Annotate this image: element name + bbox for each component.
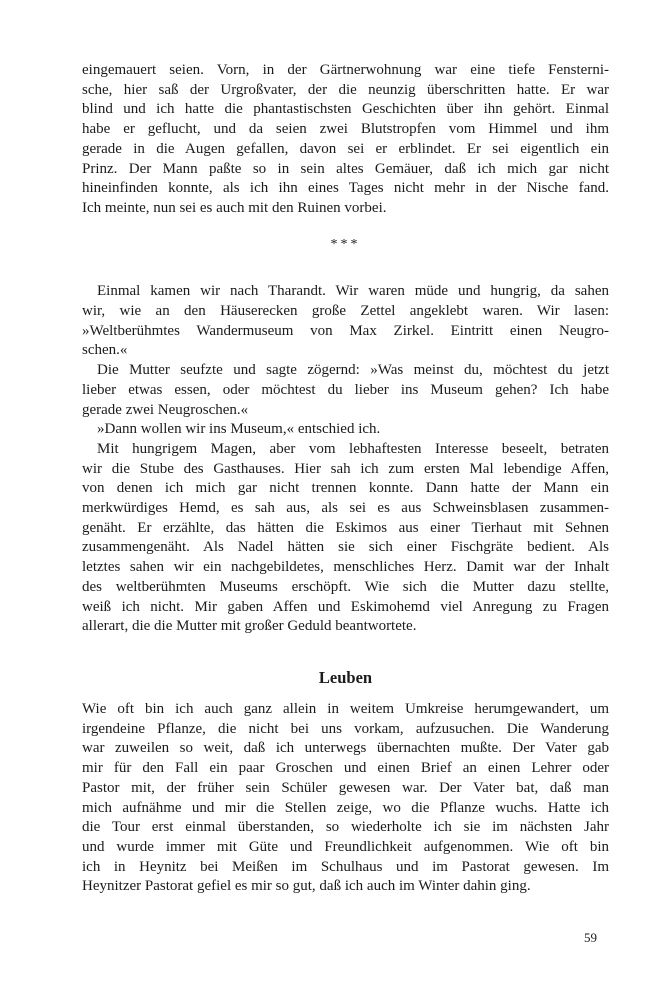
section-separator: *** xyxy=(330,236,361,252)
text-line: Wie oft bin ich auch ganz allein in weitem Umkreise herumgewandert, um xyxy=(82,700,609,717)
text-line: die Tour erst einmal überstanden, so wiederholte ich sie im nächsten Jahr xyxy=(82,819,609,836)
text-line: letztes sahen wir ein nachgebildetes, menschliches Herz. Damit war der Inhalt xyxy=(82,559,609,576)
text-line: war zuweilen so weit, daß ich unterwegs übernachten mußte. Der Vater gab xyxy=(82,740,609,757)
text-line: gerade in die Augen gefallen, davon sei er erblindet. Er sei eigentlich ein xyxy=(82,140,609,157)
text-line: Prinz. Der Mann paßte so in sein altes Gemäuer, daß ich mich gar nicht xyxy=(82,160,609,177)
text-line: Mit hungrigem Magen, aber vom lebhaftesten Interesse beseelt, betraten xyxy=(97,440,609,457)
paragraph xyxy=(82,361,609,420)
text-line: von denen ich mich gar nicht trennen konnte. Dann hatte der Mann ein xyxy=(82,480,609,497)
text-line: zusammengenäht. Als Nadel hätten sie sich einer Fischgräte bedient. Als xyxy=(82,539,609,556)
text-line: Heynitzer Pastorat gefiel es mir so gut, daß ich auch im Winter dahin ging. xyxy=(82,878,531,895)
paragraph xyxy=(82,440,609,637)
text-line: wir, wie an den Häuserecken große Zettel angeklebt waren. Wir lasen: xyxy=(82,303,609,320)
text-line: schen.« xyxy=(82,342,128,359)
text-line: sche, hier saß der Urgroßvater, der die neunzig überschritten hatte. Er war xyxy=(82,81,609,98)
text-line: des weltberühmten Museums erschöpft. Wie sich die Mutter dazu stellte, xyxy=(82,578,609,595)
text-line: »Dann wollen wir ins Museum,« entschied ich. xyxy=(97,421,381,438)
section-heading: Leuben xyxy=(318,667,373,687)
paragraph xyxy=(82,61,609,219)
text-line: gerade zwei Neugroschen.« xyxy=(82,401,249,418)
text-line: habe er geflucht, und da seien zwei Blutstropfen vom Himmel und ihm xyxy=(82,121,609,138)
text-line: und wurde immer mit Güte und Freundlichkeit aufgenommen. Wie oft bin xyxy=(82,838,609,855)
text-line: lieber etwas essen, oder möchtest du lieber ins Museum gehen? Ich habe xyxy=(82,381,609,398)
paragraph xyxy=(82,700,609,897)
text-line: mich aufnähme und mir die Stellen zeige, wo die Pflanze wuchs. Hatte ich xyxy=(82,799,609,816)
text-line: weiß ich nicht. Mir gaben Affen und Eskimohemd viel Anregung zu Fragen xyxy=(82,598,609,615)
paragraph xyxy=(82,282,609,361)
text-line: Die Mutter seufzte und sagte zögernd: »Was meinst du, möchtest du jetzt xyxy=(97,362,609,379)
text-line: allerart, die die Mutter mit großer Geduld beantwortete. xyxy=(82,618,417,635)
text-line: hineinfinden konnte, als ich ihn eines Tages nicht mehr in der Nische fand. xyxy=(82,180,609,197)
text-line: blind und ich hatte die phantastischsten Geschichten über ihn gehört. Einmal xyxy=(82,101,609,118)
text-line: ich in Heynitz bei Meißen im Schulhaus und im Pastorat gewesen. Im xyxy=(82,858,609,875)
page-content xyxy=(82,61,609,897)
text-line: genäht. Er erzählte, das hätten die Eskimos aus einer Tierhaut mit Sehnen xyxy=(82,519,609,536)
page-number: 59 xyxy=(584,930,597,945)
text-line: mir für den Fall ein paar Groschen und einen Brief an einen Lehrer oder xyxy=(82,760,609,777)
text-line: Ich meinte, nun sei es auch mit den Ruinen vorbei. xyxy=(82,199,387,216)
text-line: merkwürdiges Hemd, es sah aus, als sei es aus Schweinsblasen zusammen- xyxy=(82,500,609,517)
text-line: »Weltberühmtes Wandermuseum von Max Zirkel. Eintritt einen Neugro- xyxy=(82,322,609,339)
paragraph xyxy=(82,420,609,440)
text-line: Pastor mit, der früher sein Schüler gewesen war. Der Vater bat, daß man xyxy=(82,779,609,796)
text-line: Einmal kamen wir nach Tharandt. Wir waren müde und hungrig, da sahen xyxy=(97,283,609,300)
text-line: irgendeine Pflanze, die nicht bei uns vorkam, aufzusuchen. Die Wanderung xyxy=(82,720,609,737)
text-line: wir die Stube des Gasthauses. Hier sah ich zum ersten Mal lebendige Affen, xyxy=(82,460,609,477)
text-line: eingemauert seien. Vorn, in der Gärtnerwohnung war eine tiefe Fensterni- xyxy=(82,62,609,78)
